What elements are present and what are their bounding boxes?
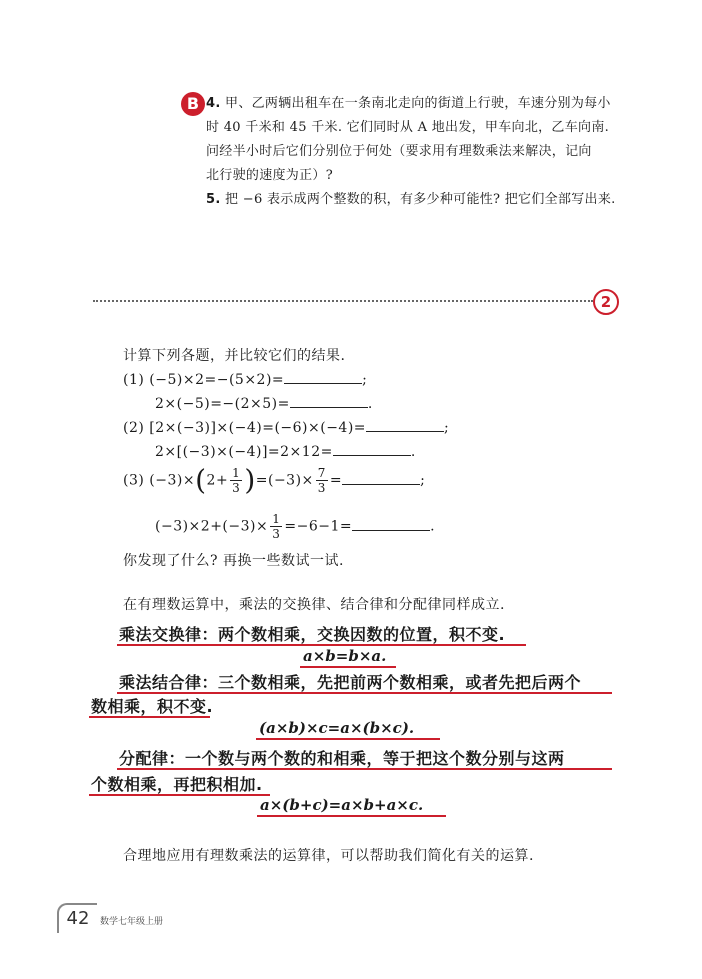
answer-blank-3a[interactable] <box>342 470 420 485</box>
distributive-law-underline-1 <box>117 768 612 770</box>
problem-1a-expression: (−5)×2=−(5×2)= <box>149 372 285 388</box>
answer-blank-2b[interactable] <box>333 441 411 456</box>
problem-2b <box>155 441 416 460</box>
problem-3b-post: =−6−1= <box>284 518 353 535</box>
associative-law-line-2: 数相乘，积不变. <box>91 697 214 716</box>
problem-3a-pre: (−3)× <box>149 472 196 489</box>
punct: ; <box>444 420 450 436</box>
closing-text: 合理地应用有理数乘法的运算律，可以帮助我们简化有关的运算. <box>123 848 534 864</box>
problem-3a-mid: =(−3)× <box>255 472 314 489</box>
frac-numerator: 1 <box>232 466 241 480</box>
problem-1b <box>155 393 373 412</box>
exercise-4 <box>206 92 626 188</box>
page-number: 42 <box>57 903 97 933</box>
frac-denominator: 3 <box>232 481 241 495</box>
exercise-4-line-3: 问经半小时后它们分别位于何处（要求用有理数乘法来解决，记向 <box>206 144 592 159</box>
frac-denominator: 3 <box>272 527 281 541</box>
exercise-b-badge: B <box>181 92 205 116</box>
answer-blank-3b[interactable] <box>352 516 430 531</box>
problem-2a <box>123 417 449 436</box>
fraction-one-third-a <box>230 466 242 495</box>
exercise-4-line-2: 时 40 千米和 45 千米. 它们同时从 A 地出发，甲车向北，乙车向南. <box>206 120 610 135</box>
paren-close: ) <box>244 463 256 497</box>
section-number-badge: 2 <box>593 289 619 315</box>
answer-blank-1a[interactable] <box>284 369 362 384</box>
book-title: 数学七年级上册 <box>100 917 164 927</box>
paren-open: ( <box>195 463 207 497</box>
distributive-law-underline-2 <box>89 794 270 796</box>
punct: . <box>367 396 373 412</box>
commutative-law: 乘法交换律：两个数相乘，交换因数的位置，积不变. <box>119 625 506 644</box>
punct: ; <box>420 472 426 489</box>
distributive-law-line-2: 个数相乘，再把积相加. <box>91 775 263 794</box>
distributive-formula: a×(b+c)=a×b+a×c. <box>260 796 424 814</box>
exercise-5-text: 把 −6 表示成两个整数的积，有多少种可能性? 把它们全部写出来. <box>225 192 616 207</box>
discover-prompt: 你发现了什么? 再换一些数试一试. <box>123 553 344 569</box>
exercise-4-line-4: 北行驶的速度为正）? <box>206 168 333 183</box>
frac-numerator: 1 <box>272 512 281 526</box>
exercise-5-number: 5. <box>206 192 221 207</box>
exercise-5 <box>206 188 616 212</box>
punct: ; <box>362 372 368 388</box>
problem-3b-pre: (−3)×2+(−3)× <box>155 518 269 535</box>
fraction-seven-thirds <box>316 466 328 495</box>
associative-formula-underline <box>256 738 440 740</box>
commutative-law-underline <box>117 644 526 646</box>
answer-blank-1b[interactable] <box>290 393 368 408</box>
punct: . <box>410 444 416 460</box>
exercise-4-number: 4. <box>206 96 221 111</box>
problem-3b <box>155 512 435 541</box>
distributive-formula-underline <box>257 815 446 817</box>
problem-2b-expression: 2×[(−3)×(−4)]=2×12= <box>155 444 333 460</box>
associative-law-underline-2 <box>89 716 210 718</box>
commutative-formula: a×b=b×a. <box>303 647 387 665</box>
problem-2a-expression: [2×(−3)]×(−4)=(−6)×(−4)= <box>149 420 367 436</box>
punct: . <box>430 518 436 535</box>
problem-3a-eq: = <box>329 472 343 489</box>
exercise-4-line-1: 甲、乙两辆出租车在一条南北走向的街道上行驶，车速分别为每小 <box>225 96 611 111</box>
frac-denominator: 3 <box>317 481 326 495</box>
problem-2-label: (2) <box>123 420 145 436</box>
problem-1-label: (1) <box>123 372 145 388</box>
associative-law-line-1: 乘法结合律：三个数相乘，先把前两个数相乘，或者先把后两个 <box>119 673 582 692</box>
problem-3a-inner: 2+ <box>206 472 229 489</box>
associative-formula: (a×b)×c=a×(b×c). <box>259 719 415 737</box>
problem-1b-expression: 2×(−5)=−(2×5)= <box>155 396 290 412</box>
section-divider <box>93 300 593 302</box>
commutative-formula-underline <box>300 666 396 668</box>
problem-3-label: (3) <box>123 472 145 489</box>
intro-text: 计算下列各题，并比较它们的结果. <box>123 348 346 364</box>
problem-1a <box>123 369 367 388</box>
laws-intro: 在有理数运算中，乘法的交换律、结合律和分配律同样成立. <box>123 597 505 613</box>
frac-numerator: 7 <box>317 466 326 480</box>
problem-3a <box>123 463 426 497</box>
answer-blank-2a[interactable] <box>366 417 444 432</box>
distributive-law-line-1: 分配律：一个数与两个数的和相乘，等于把这个数分别与这两 <box>119 749 565 768</box>
fraction-one-third-b <box>270 512 282 541</box>
